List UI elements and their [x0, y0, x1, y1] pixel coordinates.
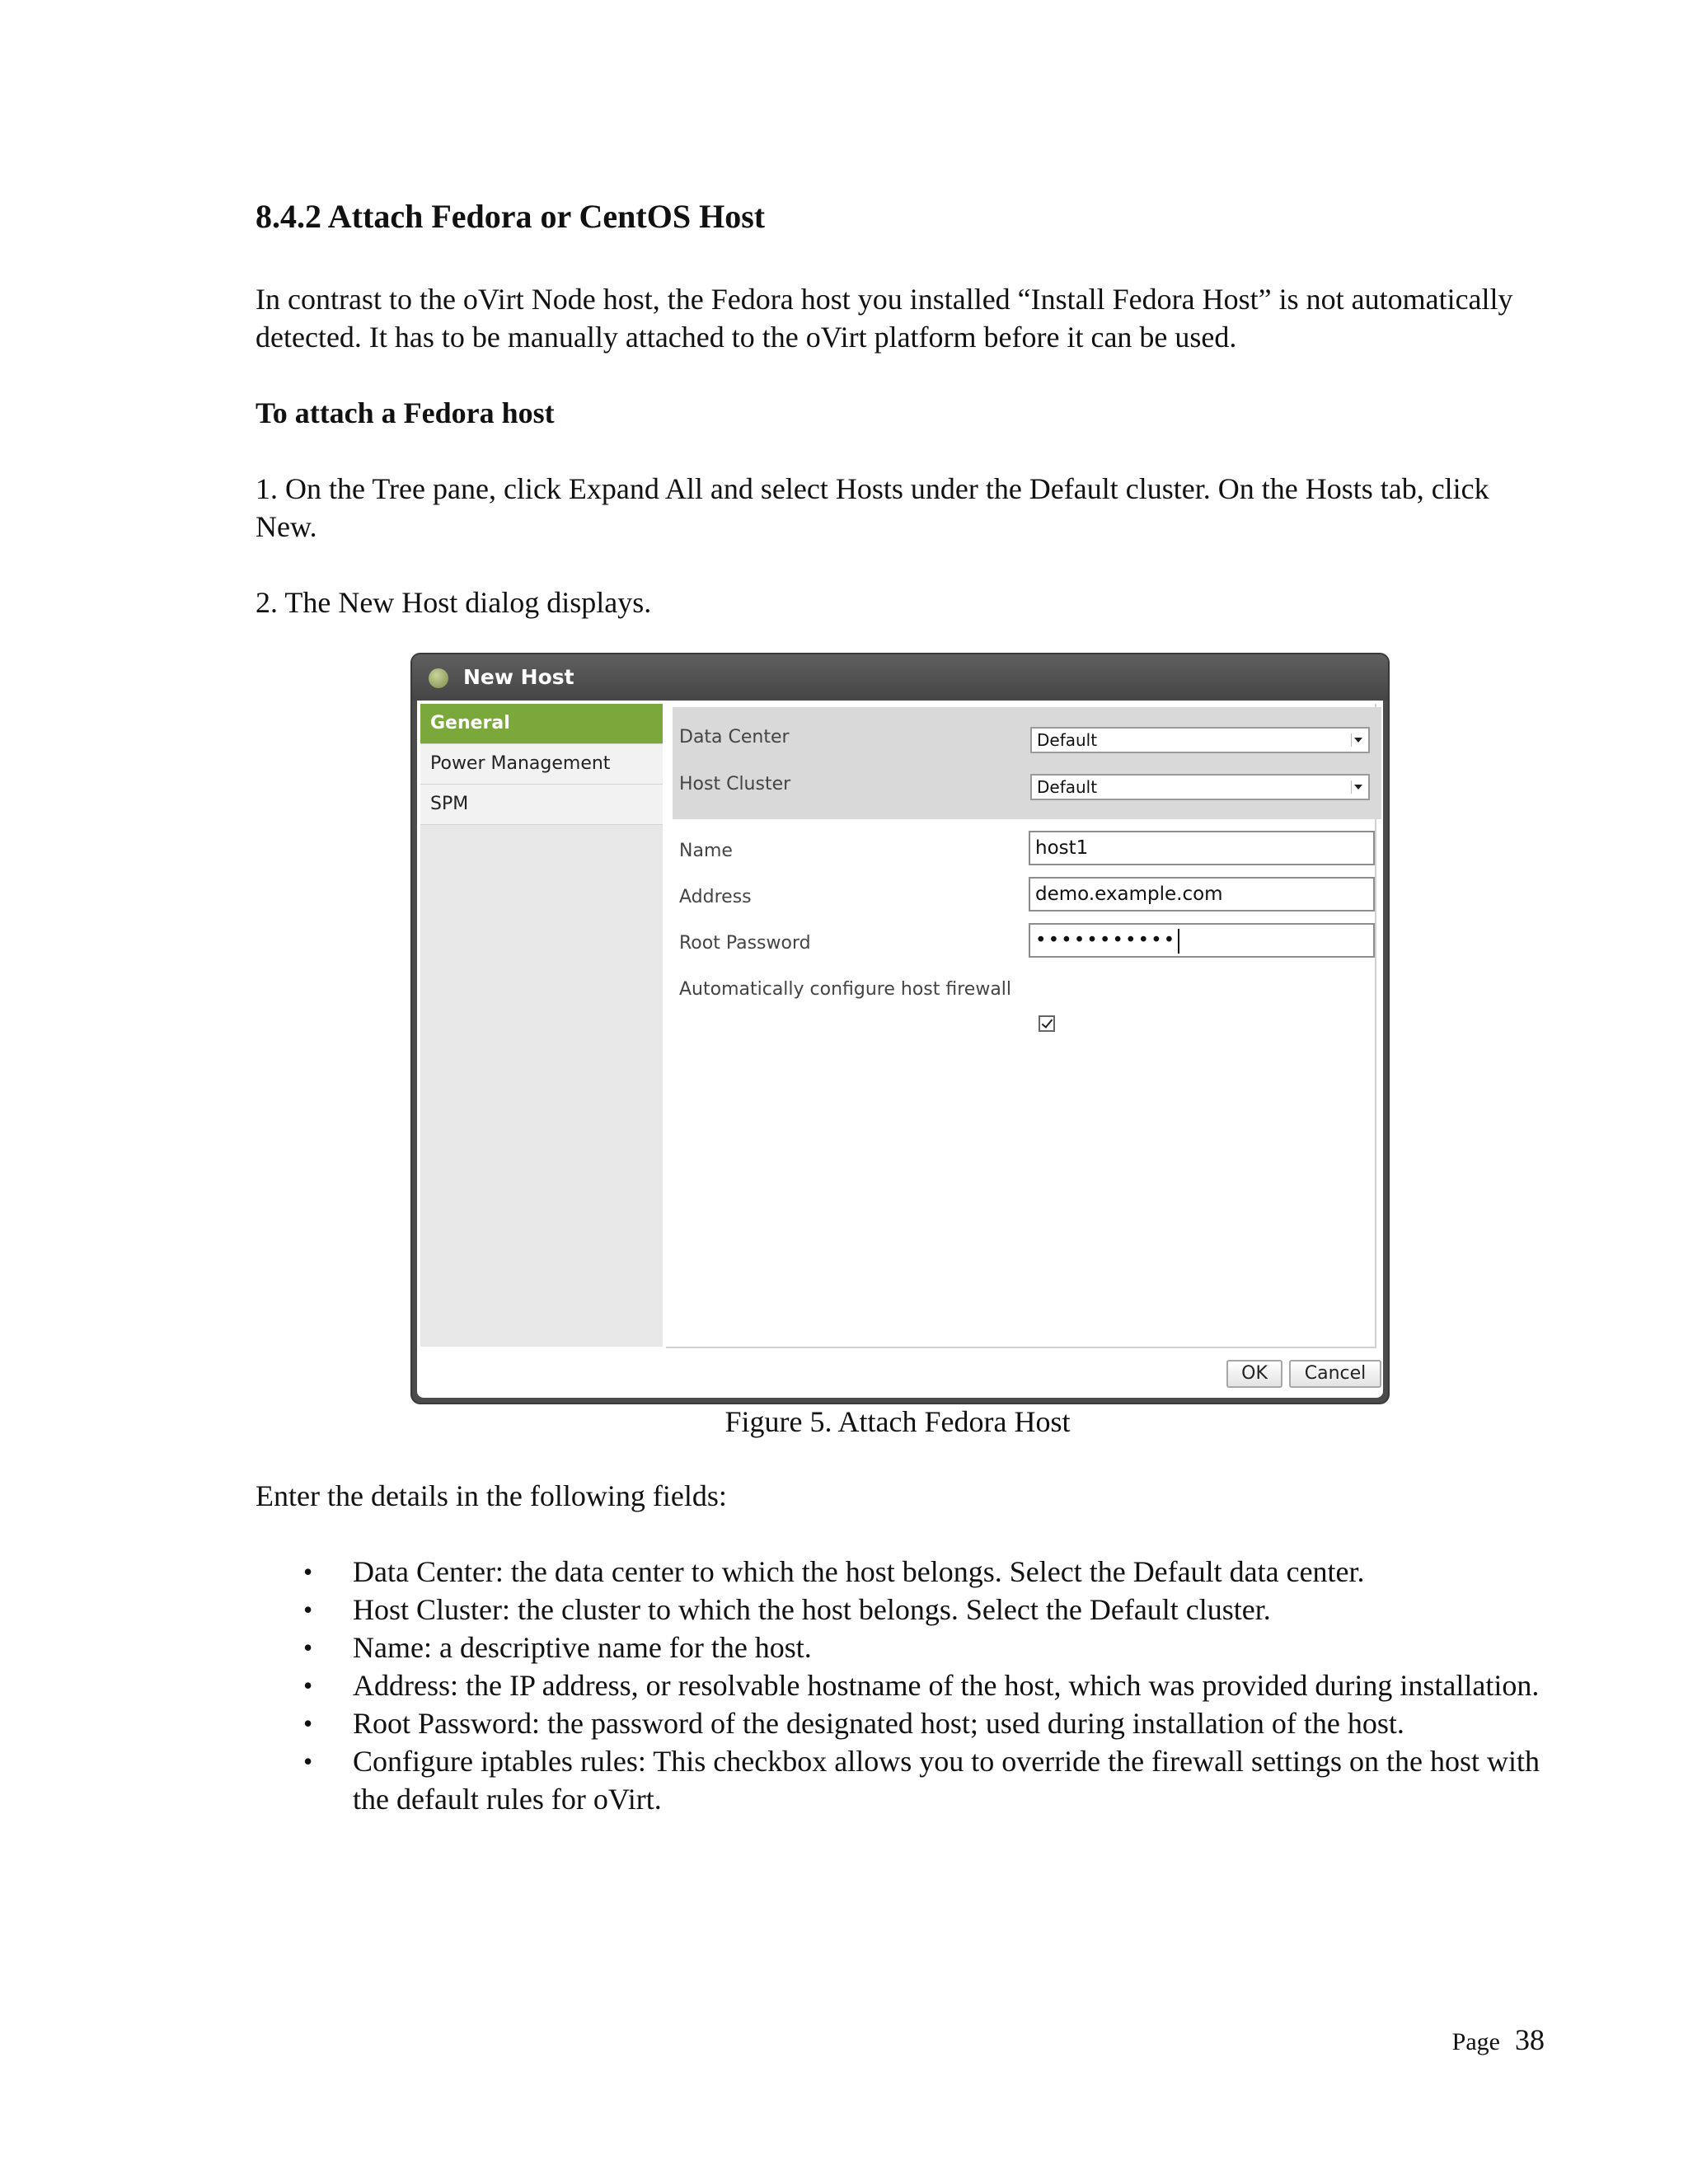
new-host-dialog	[410, 653, 1390, 1404]
page-number	[1452, 2022, 1545, 2057]
chevron-down-icon[interactable]	[1351, 780, 1363, 794]
step-2: 2. The New Host dialog displays.	[256, 586, 652, 619]
name-value: host1	[1035, 837, 1089, 859]
sidebar-item-general[interactable]: General	[420, 704, 663, 744]
name-field[interactable]	[1029, 831, 1375, 865]
document-body	[256, 198, 1558, 659]
dialog-title: New Host	[463, 665, 574, 689]
list-item: • Name: a descriptive name for the host.	[353, 1629, 1558, 1666]
dialog-titlebar	[412, 654, 1388, 701]
figure-caption: Figure 5. Attach Fedora Host	[724, 1405, 1071, 1438]
root-password-label: Root Password	[679, 933, 811, 954]
list-item: • Address: the IP address, or resolvable hostname of the host, which was provided during installation.	[353, 1666, 1558, 1704]
list-item: • Root Password: the password of the designated host; used during installation of the host.	[353, 1704, 1558, 1742]
firewall-label: Automatically configure host firewall	[679, 979, 1012, 1000]
cluster-selection-box	[673, 707, 1381, 819]
address-value: demo.example.com	[1035, 883, 1223, 905]
host-cluster-label: Host Cluster	[679, 774, 791, 794]
page-label: Page	[1451, 2028, 1500, 2055]
address-label: Address	[679, 887, 752, 907]
text-caret	[1178, 929, 1179, 954]
ok-button[interactable]: OK	[1226, 1360, 1282, 1388]
dialog-status-icon	[429, 668, 448, 688]
fields-intro: Enter the details in the following fields:	[256, 1479, 727, 1512]
sidebar-item-power-management[interactable]: Power Management	[420, 744, 663, 785]
host-cluster-value: Default	[1037, 777, 1098, 797]
data-center-label: Data Center	[679, 727, 790, 748]
fields-list	[256, 1553, 1558, 1818]
section-title: 8.4.2 Attach Fedora or CentOS Host	[256, 198, 766, 235]
data-center-select[interactable]	[1030, 727, 1370, 753]
cancel-button[interactable]: Cancel	[1289, 1360, 1381, 1388]
dialog-body	[417, 701, 1383, 1398]
intro-paragraph: In contrast to the oVirt Node host, the Fedora host you installed “Install Fedora Host” is not automatically detected. It has to be manually attached to the oVirt platform before it can be used.	[256, 283, 1513, 354]
step-1: 1. On the Tree pane, click Expand All and select Hosts under the Default cluster. On the Hosts tab, click New.	[256, 472, 1489, 543]
dialog-sidebar	[420, 704, 663, 1347]
list-item: • Data Center: the data center to which the host belongs. Select the Default data center.	[353, 1553, 1558, 1591]
list-item: • Host Cluster: the cluster to which the host belongs. Select the Default cluster.	[353, 1591, 1558, 1629]
figure-new-host-dialog	[410, 653, 1390, 1404]
firewall-checkbox[interactable]	[1039, 1015, 1055, 1032]
sidebar-item-spm[interactable]: SPM	[420, 785, 663, 825]
name-label: Name	[679, 841, 733, 861]
root-password-value: •••••••••••	[1035, 930, 1177, 951]
fields-section	[256, 1477, 1558, 1818]
page-number-value: 38	[1515, 2023, 1545, 2056]
address-field[interactable]	[1029, 877, 1375, 912]
root-password-field[interactable]	[1029, 923, 1375, 958]
host-cluster-select[interactable]	[1030, 774, 1370, 800]
data-center-value: Default	[1037, 730, 1098, 750]
chevron-down-icon[interactable]	[1351, 733, 1363, 747]
subheading: To attach a Fedora host	[256, 396, 555, 429]
list-item: • Configure iptables rules: This checkbox allows you to override the firewall settings on the host with the default rules for oVirt.	[353, 1742, 1558, 1818]
dialog-main-panel	[666, 704, 1376, 1348]
